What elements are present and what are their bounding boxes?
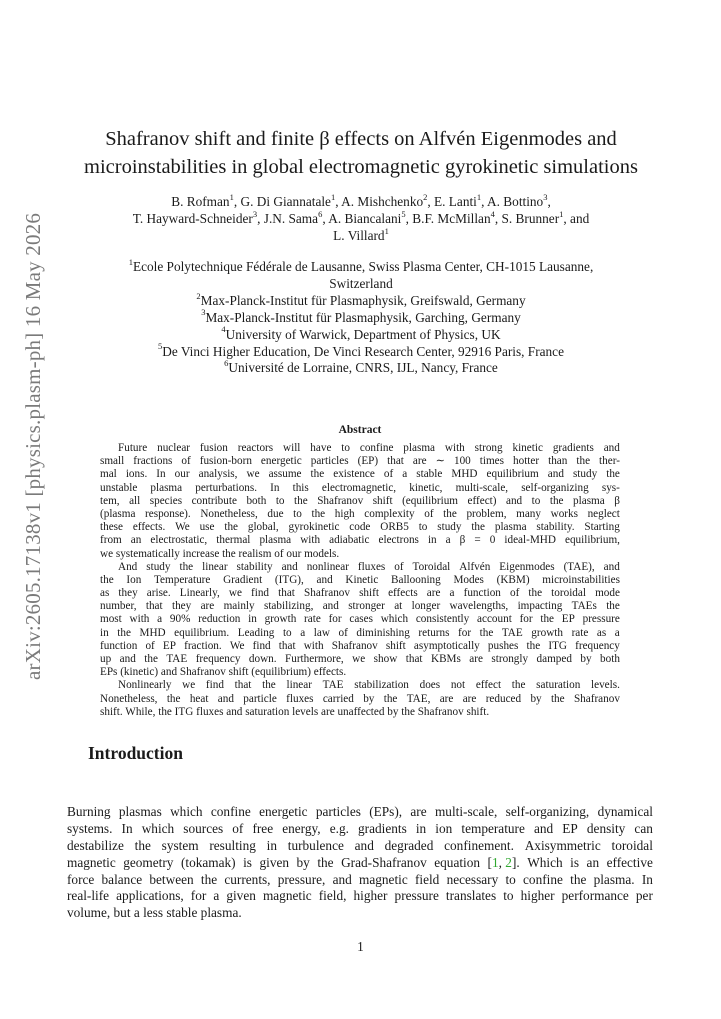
abstract-line: [100, 613, 620, 626]
abstract-line-text: small fractions of fusion-born energetic particles (EP) that are ∼ 100 times hotter than the ther-: [100, 455, 620, 468]
author-name: B. Rofman: [171, 194, 230, 209]
affiliation-line: [66, 360, 656, 377]
affiliation-text: Ecole Polytechnique Fédérale de Lausanne, Swiss Plasma Center, CH-1015 Lausanne,: [132, 259, 594, 274]
body-line-text: destabilize the system resulting in turbulence and degraded confinement. Axisymmetric toroidal: [67, 837, 653, 853]
author-line-1: B. Rofman$^1$, G. Di Giannatale$^1$, A. Mishchenko$^2$, E. Lanti$^1$, A. Bottino$^3$,: [171, 191, 551, 209]
abstract-line-text: these effects. We use the global, gyrokinetic code ORB5 to study the plasma stability. Starting: [100, 521, 620, 534]
abstract-line-text: as they arise. Linearly, we find that Shafranov shift effects are a function of the toroidal mode: [100, 587, 620, 600]
abstract-line: [100, 653, 620, 666]
body-line-text: force balance between the currents, pressure, and magnetic field necessary to confine the plasma. In: [67, 871, 653, 887]
abstract-line-text: unstable plasma perturbations. In this electromagnetic, kinetic, multi-scale, self-organizing sys-: [100, 481, 620, 494]
abstract-body: [100, 442, 620, 719]
affiliation-line: [66, 276, 656, 293]
author-affiliation-mark: 1: [330, 191, 336, 202]
abstract-line-text: from an electrostatic, thermal plasma with adiabatic electrons in a β = 0 ideal-MHD equilibrium,: [100, 534, 620, 547]
author-name: A. Mishchenko: [341, 194, 424, 209]
abstract-line: [100, 640, 620, 653]
abstract-line-text: up and the TAE frequency down. Furthermore, we show that KBMs are strongly damped by both: [100, 653, 620, 665]
abstract-line: [100, 679, 620, 692]
citation-link[interactable]: 1: [491, 854, 499, 870]
abstract-line: [100, 666, 620, 679]
body-line: [67, 804, 653, 821]
author-name: S. Brunner: [501, 211, 560, 226]
paper-title: [66, 125, 656, 181]
affiliation-number: 6: [224, 358, 229, 369]
affiliation-number: 1: [128, 256, 133, 267]
affiliation-text: Max-Planck-Institut für Plasmaphysik, Garching, Germany: [205, 309, 521, 325]
affiliation-line: [66, 341, 656, 361]
affiliation-text: Max-Planck-Institut für Plasmaphysik, Greifswald, Germany: [200, 292, 526, 308]
abstract-line: [100, 495, 620, 508]
author-affiliation-mark: 2: [423, 191, 428, 202]
abstract-line-text: Future nuclear fusion reactors will have to confine plasma with strong kinetic gradients and: [118, 442, 620, 454]
abstract-line: [100, 706, 620, 719]
citation-link[interactable]: 2: [505, 854, 512, 870]
body-line: [67, 838, 653, 855]
introduction-body: [67, 804, 653, 922]
affiliation-list: [66, 256, 656, 377]
affiliation-number: 2: [196, 290, 201, 301]
abstract-line: [100, 600, 620, 613]
abstract-line-text: EPs (kinetic) and Shafranov shift (equilibrium) effects.: [100, 666, 347, 679]
author-name: J.N. Sama: [263, 211, 319, 226]
abstract-line-text: tem, all species contribute both to the Shafranov shift (equilibrium effect) and to the plasma β: [100, 494, 620, 507]
body-line: [67, 872, 653, 889]
abstract-line: [100, 627, 620, 640]
abstract-line: [100, 693, 620, 706]
author-affiliation-mark: 3: [252, 208, 258, 219]
author-affiliation-mark: 1: [476, 191, 482, 202]
abstract-line: [100, 548, 620, 561]
affiliation-line: [66, 324, 656, 344]
body-line: [67, 888, 653, 905]
abstract-line-text: most with a 90% reduction in growth rate for cases which consistently account for the EP pressure: [100, 613, 620, 626]
author-name: B.F. McMillan: [412, 211, 491, 226]
abstract-line: [100, 455, 620, 468]
body-line: [67, 905, 653, 922]
author-name: A. Bottino: [487, 194, 544, 209]
author-affiliation-mark: 1: [559, 208, 564, 219]
author-name: E. Lanti: [434, 194, 477, 209]
author-affiliation-mark: 5: [401, 208, 406, 219]
affiliation-text: De Vinci Higher Education, De Vinci Research Center, 92916 Paris, France: [162, 343, 564, 359]
title-line-1: Shafranov shift and finite β effects on Alfvén Eigenmodes and: [105, 128, 617, 150]
author-name: G. Di Giannatale: [240, 194, 331, 209]
abstract-line: [100, 574, 620, 587]
abstract-line: [100, 468, 620, 481]
affiliation-line: [66, 307, 656, 327]
page-number: 1: [357, 939, 364, 954]
abstract-line-text: And study the linear stability and nonlinear fluxes of Toroidal Alfvén Eigenmodes (TAE), and: [118, 560, 620, 573]
affiliation-number: 4: [221, 324, 226, 335]
affiliation-text: University of Warwick, Department of Physics, UK: [225, 326, 501, 342]
affiliation-text: Université de Lorraine, CNRS, IJL, Nancy, France: [228, 360, 498, 376]
abstract-line: [100, 508, 620, 521]
abstract-line: [100, 482, 620, 495]
affiliation-line: [66, 290, 656, 310]
abstract-line-text: function of EP fraction. We find that with Shafranov shift asymptotically pushes the ITG frequency: [100, 639, 620, 652]
abstract-line-text: in the MHD equilibrium. Leading to a law of diminishing returns for the TAE growth rate as a: [100, 626, 620, 639]
author-affiliation-mark: 1: [229, 191, 234, 202]
affiliation-number: 5: [158, 341, 163, 352]
author-line-3: [66, 227, 656, 244]
affiliation-number: 3: [201, 307, 206, 318]
abstract-line-text: the Ion Temperature Gradient (ITG), and Kinetic Ballooning Modes (KBM) microinstabilities: [100, 573, 620, 586]
author-affiliation-mark: 6: [318, 208, 323, 219]
citation-bracket: [: [487, 854, 492, 870]
citation-separator: ,: [498, 854, 506, 870]
affiliation-line: [66, 256, 656, 276]
affiliation-text: Switzerland: [329, 275, 393, 291]
abstract-line: [100, 587, 620, 600]
title-line-2: microinstabilities in global electromagnetic gyrokinetic simulations: [84, 156, 638, 178]
body-line: [67, 821, 653, 838]
abstract-line-text: Nonlinearly we find that the linear TAE stabilization does not effect the saturation levels.: [118, 679, 620, 692]
body-line-text: Burning plasmas which confine energetic particles (EPs), are multi-scale, self-organizing, dynamical: [67, 804, 653, 819]
introduction-heading: Introduction: [88, 743, 183, 763]
author-list: [66, 193, 656, 244]
abstract-line-text: Nonetheless, the heat and particle fluxes carried by the TAE, are are reduced by the Shafranov: [100, 692, 620, 705]
body-line-text: systems. In which sources of free energy, e.g. gradients in ion temperature and EP density can: [67, 820, 653, 836]
abstract-line: [100, 561, 620, 574]
abstract-line-text: number, that they are mainly stabilizing, and stronger at longer wavelengths, impacting TAEs the: [100, 600, 620, 613]
author-line-2: T. Hayward-Schneider$^3$, J.N. Sama$^6$, A. Biancalani$^5$, B.F. McMillan$^4$, S. Brunner$^1$, and: [132, 208, 590, 226]
arxiv-identifier-stamp[interactable]: arXiv:2605.17138v1 [physics.plasm-ph] 16 May 2026: [21, 212, 45, 680]
abstract-line: [100, 442, 620, 455]
abstract-line-text: shift. While, the ITG fluxes and saturation levels are unaffected by the Shafranov shift.: [100, 705, 490, 718]
body-line-text: volume, but a less stable plasma.: [67, 905, 242, 921]
body-line-text: real-life applications, for a given magnetic field, higher pressure translates to higher performance per: [67, 888, 653, 904]
abstract-heading: Abstract: [338, 424, 382, 436]
abstract-line-text: mal ions. In our analysis, we assume the existence of a stable MHD equilibrium and study the: [100, 468, 620, 481]
abstract-line-text: we systematically increase the realism of our models.: [100, 547, 340, 560]
author-affiliation-mark: 3: [543, 191, 548, 202]
abstract-line: [100, 521, 620, 534]
body-line: magnetic geometry (tokamak) is given by the Grad-Shafranov equation [1, 2]. Which is an effective: [67, 854, 653, 870]
author-name: A. Biancalani: [328, 211, 402, 226]
abstract-line-text: (plasma response). Nonetheless, due to the high complexity of the problem, many works neglect: [100, 507, 620, 520]
author-name: T. Hayward-Schneider: [132, 211, 253, 226]
abstract-line: [100, 534, 620, 547]
author-name: L. Villard: [333, 228, 385, 243]
author-affiliation-mark: 4: [490, 208, 495, 219]
author-affiliation-mark: 1: [384, 225, 389, 236]
